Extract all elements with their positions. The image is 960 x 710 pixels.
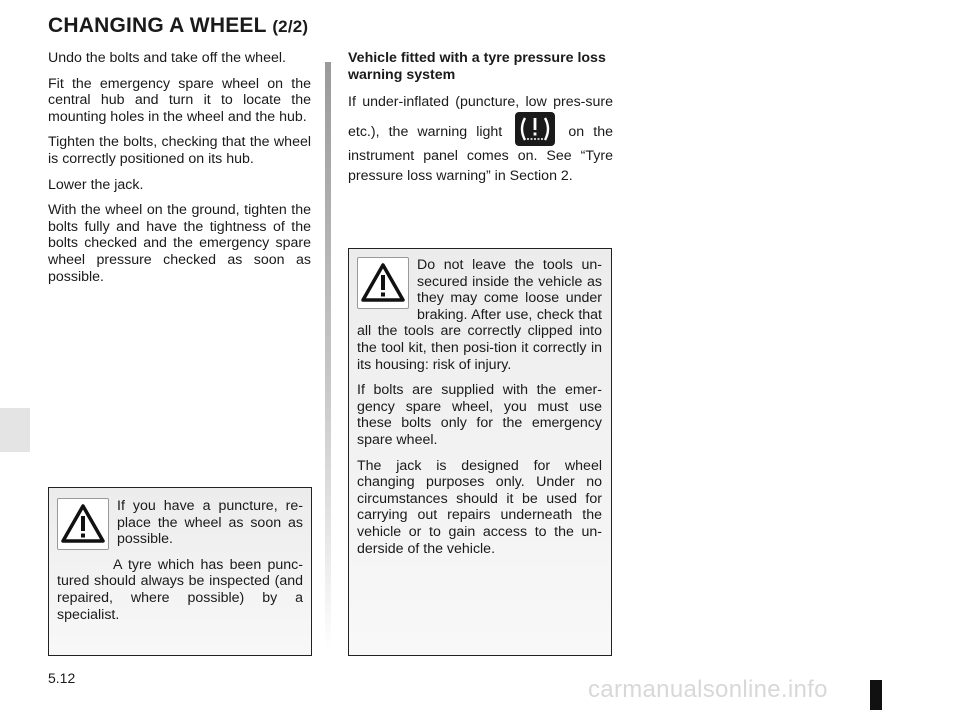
para-text-end: on the instrument panel comes on. See “Tyre pressure loss warning” in Section 2. <box>348 124 613 185</box>
title-text: CHANGING A WHEEL <box>48 14 267 37</box>
watermark-text: carmanualsonline.info <box>588 676 828 703</box>
section-tab <box>0 408 30 452</box>
para-text-start: If under-inflated (puncture, low pres-sure etc.), the warning light <box>348 94 613 141</box>
warning-paragraph: The jack is designed for wheel changing purposes only. Under no circumstances should it be used for carrying out repairs underneath the vehicle or to gain access to the un-derside of the vehicle. <box>357 457 602 557</box>
instruction-paragraph: Undo the bolts and take off the wheel. <box>48 50 286 66</box>
title-part: (2/2) <box>272 17 309 36</box>
column-divider <box>325 62 331 652</box>
warning-paragraph: Do not leave the tools un-secured inside the vehicle as they may come loose under braking. After use, check that all the tools are correctly clipped into the tool kit, then posi-tion it correctly in its housing: risk of injury. <box>357 257 602 373</box>
warning-box-tools <box>348 248 612 656</box>
warning-paragraph: If you have a puncture, re-place the wheel as soon as possible. <box>117 498 303 548</box>
corner-marker <box>870 680 882 710</box>
warning-paragraph: If bolts are supplied with the emer-gency spare wheel, you must use these bolts only for the emergency spare wheel. <box>357 382 602 448</box>
instruction-paragraph: Lower the jack. <box>48 176 144 193</box>
tyre-warning-paragraph <box>348 92 613 186</box>
warning-paragraph: A tyre which has been punc-tured should always be inspected (and repaired, where possible) by a specialist. <box>57 556 303 623</box>
instruction-paragraph: With the wheel on the ground, tighten the bolts fully and have the tightness of the bolts checked and the emergency spare wheel pressure checked as soon as possible. <box>48 202 311 285</box>
instruction-paragraph: Tighten the bolts, checking that the wheel is correctly positioned on its hub. <box>48 134 311 167</box>
instruction-paragraph: Fit the emergency spare wheel on the central hub and turn it to locate the mounting holes in the wheel and the hub. <box>48 75 311 125</box>
left-column <box>48 50 311 294</box>
page-number: 5.12 <box>48 670 76 686</box>
warning-triangle-icon <box>57 498 109 550</box>
tyre-pressure-warning-icon <box>515 112 555 146</box>
section-subheading: Vehicle fitted with a tyre pressure loss warning system <box>348 50 606 83</box>
warning-triangle-icon <box>357 257 409 309</box>
right-column <box>348 50 613 195</box>
warning-box-puncture <box>48 487 312 656</box>
page-title <box>48 14 308 38</box>
